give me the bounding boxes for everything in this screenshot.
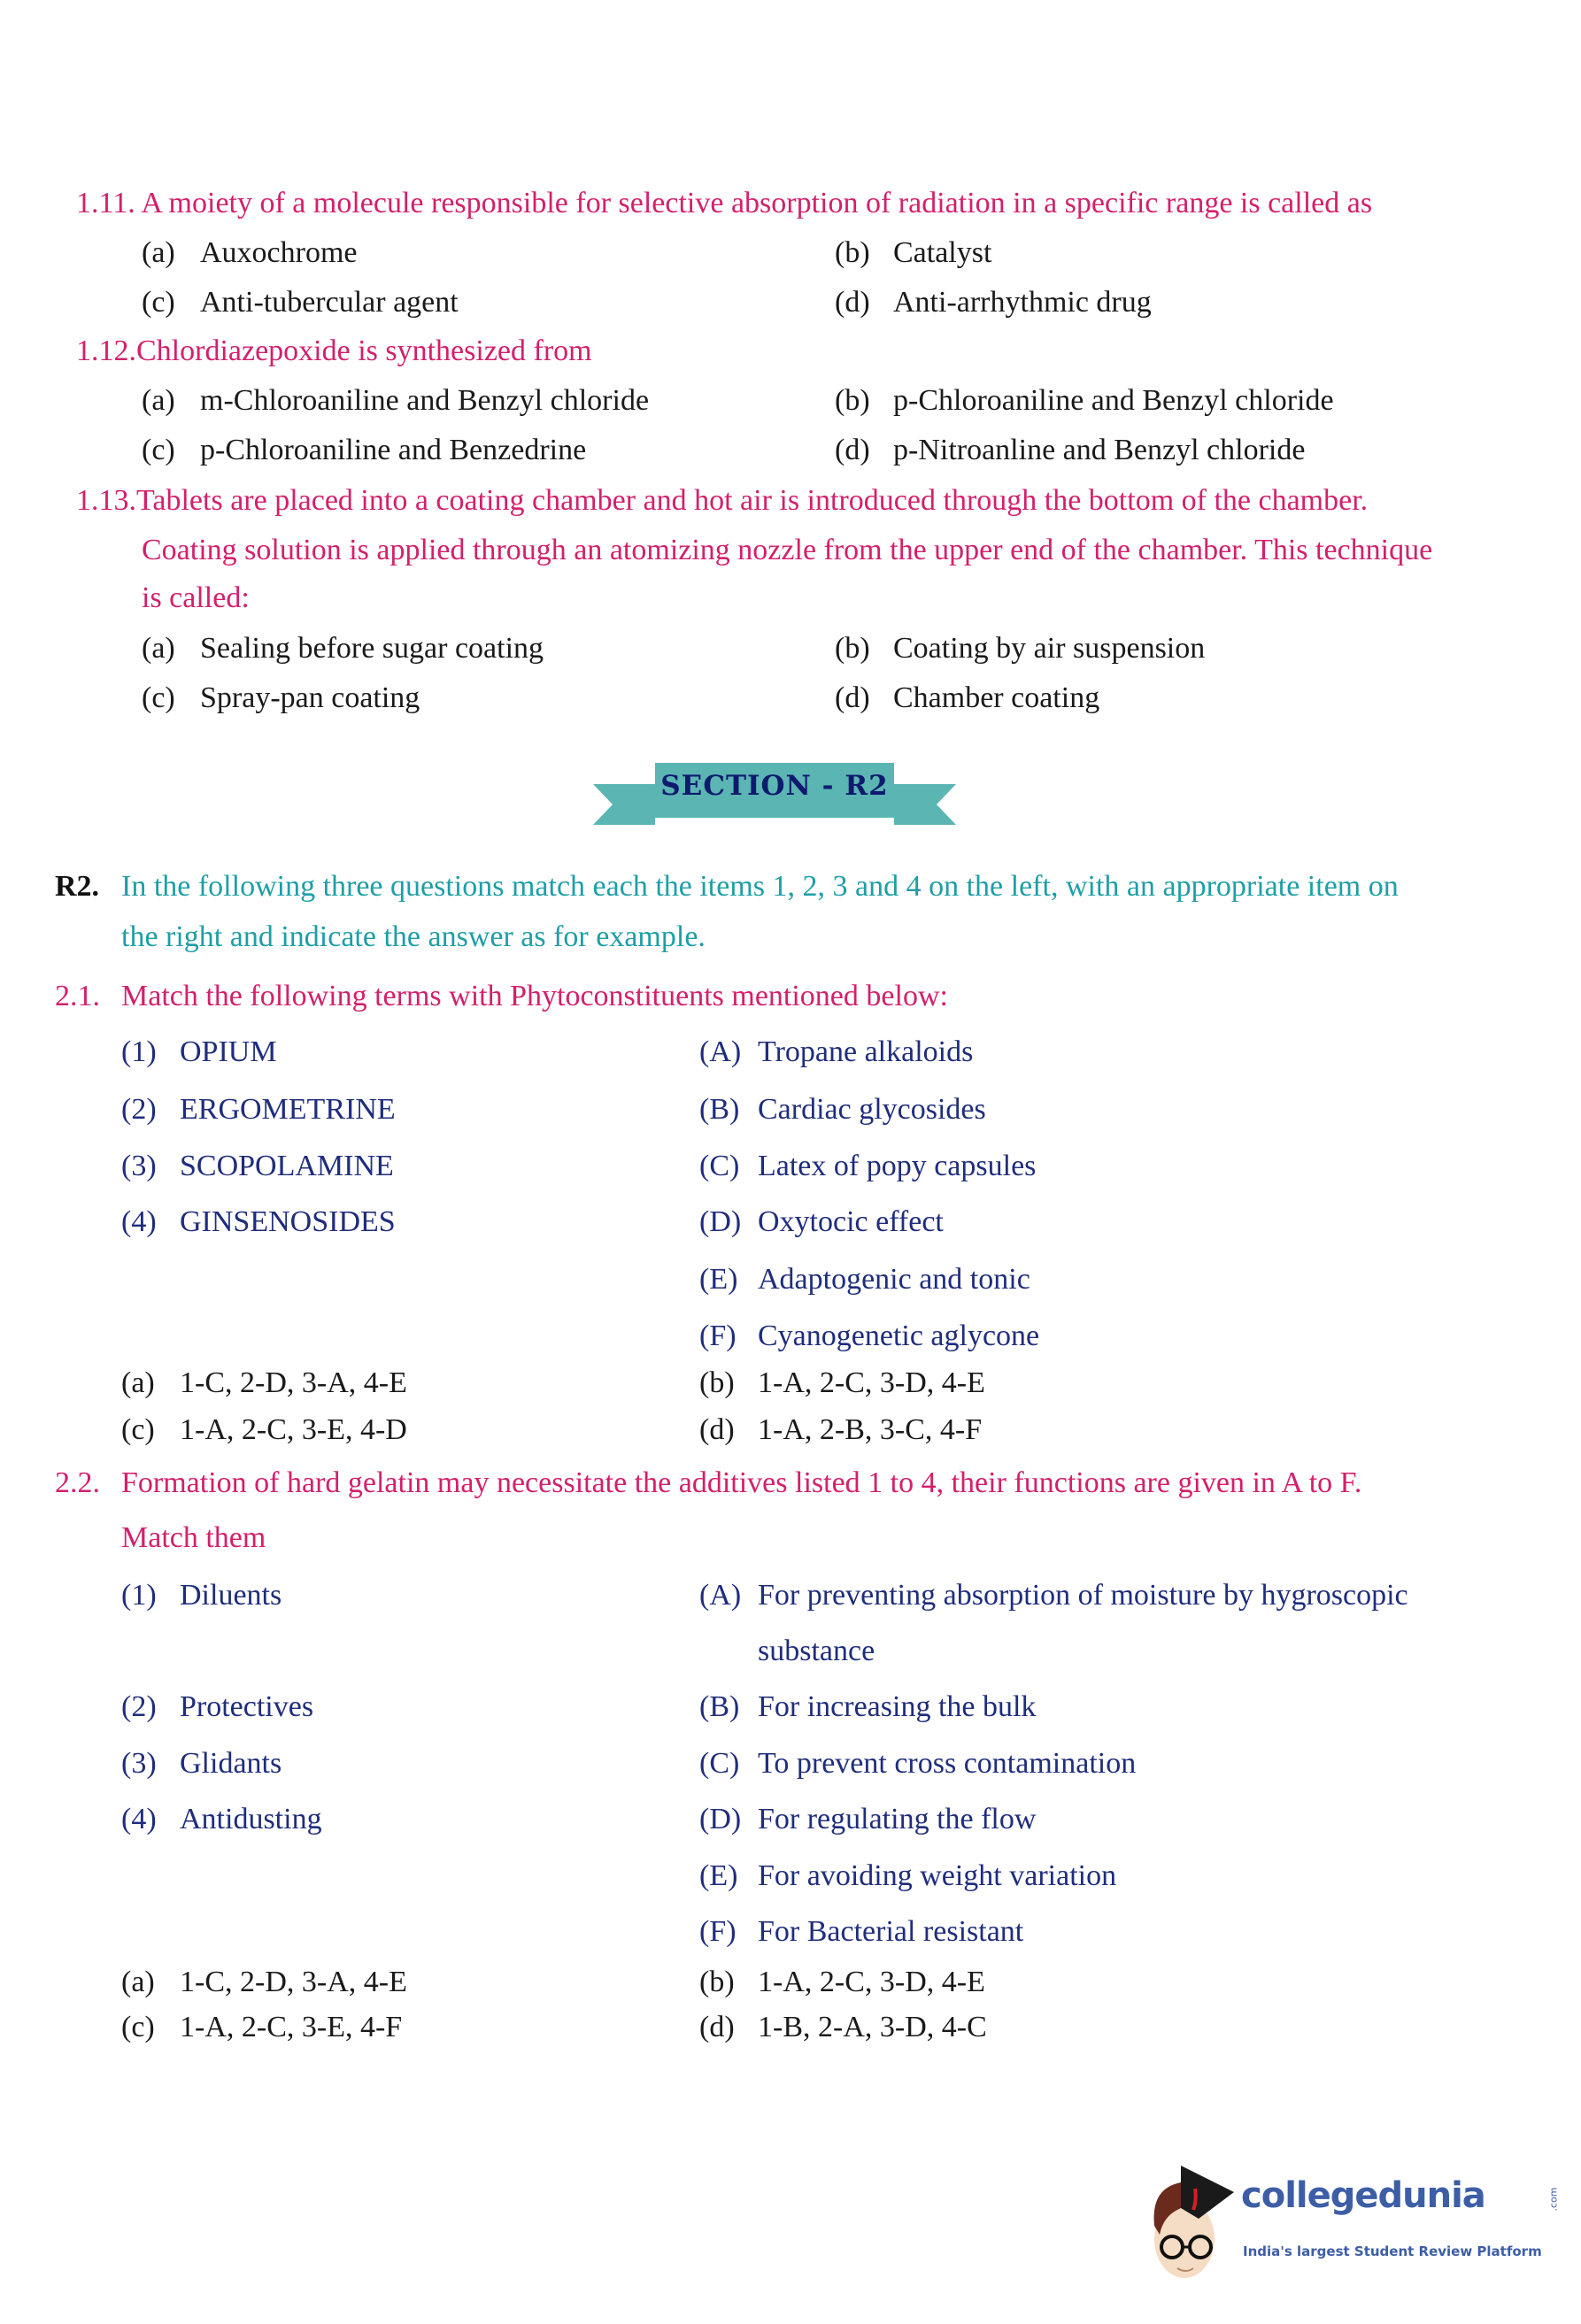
option-label: (d)	[835, 434, 870, 466]
item-text: Cardiac glycosides	[758, 1093, 986, 1126]
item-label: (F)	[699, 1320, 737, 1352]
option-text: m-Chloroaniline and Benzyl chloride	[200, 384, 650, 417]
option-a	[121, 1364, 407, 1403]
item-label: (2)	[121, 1690, 157, 1723]
collegedunia-logo	[1142, 2155, 1558, 2288]
match-right-item	[699, 1147, 1036, 1186]
match-right-item	[699, 1203, 944, 1242]
match-right-item-continued: substance	[758, 1635, 875, 1667]
match-left-item	[121, 1090, 396, 1129]
logo-tagline: India's largest Student Review Platform	[1243, 2243, 1542, 2259]
match-right-item	[699, 1857, 1116, 1896]
question-number: 1.13.	[76, 484, 136, 517]
item-label: (2)	[121, 1093, 157, 1126]
option-text: p-Nitroanline and Benzyl chloride	[893, 434, 1306, 466]
option-c	[142, 431, 586, 470]
option-c	[142, 679, 420, 718]
option-text: Coating by air suspension	[893, 632, 1206, 665]
item-text: SCOPOLAMINE	[180, 1150, 394, 1182]
item-text: For Bacterial resistant	[758, 1915, 1024, 1948]
match-left-item	[121, 1147, 394, 1186]
option-label: (d)	[835, 286, 870, 319]
item-text: ERGOMETRINE	[180, 1093, 396, 1126]
option-text: Anti-arrhythmic drug	[893, 286, 1152, 319]
item-text: OPIUM	[180, 1035, 277, 1068]
item-label: (3)	[121, 1747, 157, 1780]
option-label: (a)	[121, 1966, 155, 1998]
option-text: Spray-pan coating	[200, 681, 420, 714]
option-label: (a)	[121, 1366, 155, 1399]
option-text: Chamber coating	[893, 681, 1100, 714]
item-label: (E)	[699, 1263, 738, 1296]
match-right-item	[699, 1912, 1023, 1951]
option-b	[699, 1963, 985, 2002]
question-number: 1.12.	[76, 335, 136, 367]
item-text: Adaptogenic and tonic	[758, 1263, 1030, 1296]
item-label: (D)	[699, 1803, 742, 1835]
match-left-item	[121, 1744, 281, 1783]
option-label: (c)	[121, 1413, 155, 1446]
item-text: To prevent cross contamination	[758, 1747, 1137, 1780]
option-label: (b)	[835, 384, 870, 417]
option-c	[121, 2008, 402, 2047]
question-number: 1.11.	[76, 187, 135, 219]
r2-instructions-line: the right and indicate the answer as for example.	[121, 920, 706, 953]
item-label: (E)	[699, 1859, 738, 1892]
question-2-1-text: Match the following terms with Phytoconstituents mentioned below:	[121, 980, 948, 1012]
item-text: For avoiding weight variation	[758, 1859, 1117, 1892]
option-c	[121, 1411, 407, 1450]
option-a	[142, 629, 544, 668]
option-text: Anti-tubercular agent	[200, 286, 459, 319]
question-1-12	[76, 332, 592, 371]
match-right-item	[699, 1260, 1030, 1299]
item-text: GINSENOSIDES	[180, 1205, 396, 1238]
option-d	[835, 431, 1305, 470]
option-text: 1-A, 2-C, 3-E, 4-D	[180, 1413, 407, 1446]
match-right-item	[699, 1317, 1039, 1356]
match-right-item	[699, 1800, 1036, 1839]
question-1-13	[76, 481, 1368, 520]
item-label: (A)	[699, 1579, 742, 1612]
option-text: Auxochrome	[200, 236, 358, 269]
item-text: Glidants	[180, 1747, 282, 1780]
r2-instructions: In the following three questions match each the items 1, 2, 3 and 4 on the left, with an appropriate item on	[121, 870, 1399, 903]
item-label: (C)	[699, 1150, 740, 1182]
item-label: (A)	[699, 1035, 742, 1068]
question-2-2-text-line: Match them	[121, 1521, 266, 1554]
item-label: (F)	[699, 1915, 737, 1948]
question-text-line: is called:	[142, 581, 250, 614]
option-d	[835, 679, 1099, 718]
match-left-item	[121, 1576, 281, 1615]
mascot-icon	[1142, 2155, 1239, 2288]
option-text: p-Chloroaniline and Benzyl chloride	[893, 384, 1334, 417]
option-text: 1-C, 2-D, 3-A, 4-E	[180, 1366, 407, 1399]
option-text: 1-A, 2-B, 3-C, 4-F	[758, 1413, 983, 1446]
option-d	[835, 283, 1152, 322]
item-label: (D)	[699, 1205, 742, 1238]
option-a	[142, 381, 649, 420]
option-text: 1-A, 2-C, 3-E, 4-F	[180, 2011, 403, 2043]
option-a	[142, 234, 358, 273]
option-text: p-Chloroaniline and Benzedrine	[200, 434, 587, 466]
logo-com: .com	[1547, 2187, 1560, 2212]
option-b	[835, 234, 991, 273]
match-right-item	[699, 1744, 1136, 1783]
option-label: (b)	[835, 632, 870, 665]
option-label: (c)	[142, 681, 175, 714]
section-banner	[593, 763, 956, 834]
option-label: (a)	[142, 236, 175, 269]
question-2-2-text: Formation of hard gelatin may necessitate the additives listed 1 to 4, their functions are given in A to F.	[121, 1466, 1362, 1499]
item-text: Antidusting	[180, 1803, 322, 1835]
option-d	[699, 2008, 987, 2047]
question-text: Tablets are placed into a coating chamber and hot air is introduced through the bottom of the chamber.	[136, 484, 1369, 517]
option-label: (b)	[699, 1366, 735, 1399]
question-2-2-number: 2.2.	[55, 1466, 100, 1499]
option-label: (d)	[699, 1413, 735, 1446]
option-text: 1-A, 2-C, 3-D, 4-E	[758, 1366, 985, 1399]
item-text: For regulating the flow	[758, 1803, 1037, 1835]
item-label: (B)	[699, 1690, 740, 1723]
option-label: (a)	[142, 384, 175, 417]
option-text: 1-A, 2-C, 3-D, 4-E	[758, 1966, 985, 1998]
option-b	[835, 381, 1334, 420]
question-text-line: Coating solution is applied through an atomizing nozzle from the upper end of the chamber. This technique	[142, 534, 1433, 566]
logo-name: collegedunia	[1241, 2175, 1485, 2216]
option-label: (c)	[142, 434, 175, 466]
item-text: For increasing the bulk	[758, 1690, 1037, 1723]
match-left-item	[121, 1688, 313, 1727]
question-text: A moiety of a molecule responsible for selective absorption of radiation in a specific range is called as	[141, 187, 1373, 219]
item-text: For preventing absorption of moisture by hygroscopic	[758, 1579, 1408, 1612]
match-left-item	[121, 1800, 322, 1839]
option-label: (b)	[835, 236, 870, 269]
r2-label: R2.	[55, 870, 100, 903]
option-d	[699, 1411, 982, 1450]
option-label: (d)	[835, 681, 870, 714]
item-label: (C)	[699, 1747, 740, 1780]
item-text: Latex of popy capsules	[758, 1150, 1037, 1182]
option-text: 1-C, 2-D, 3-A, 4-E	[180, 1966, 407, 1998]
option-a	[121, 1963, 407, 2002]
item-label: (4)	[121, 1803, 157, 1835]
match-right-item	[699, 1576, 1408, 1615]
option-label: (c)	[121, 2011, 155, 2043]
option-label: (d)	[699, 2011, 735, 2043]
match-left-item	[121, 1203, 396, 1242]
item-label: (1)	[121, 1035, 157, 1068]
option-label: (b)	[699, 1966, 735, 1998]
match-right-item	[699, 1688, 1036, 1727]
item-text: Diluents	[180, 1579, 282, 1612]
option-text: 1-B, 2-A, 3-D, 4-C	[758, 2011, 987, 2043]
option-b	[835, 629, 1205, 668]
item-label: (4)	[121, 1205, 157, 1238]
item-text: Oxytocic effect	[758, 1205, 944, 1238]
item-label: (3)	[121, 1150, 157, 1182]
item-text: Cyanogenetic aglycone	[758, 1320, 1040, 1352]
option-text: Sealing before sugar coating	[200, 632, 544, 665]
item-label: (B)	[699, 1093, 740, 1126]
match-right-item	[699, 1033, 973, 1072]
question-1-11	[76, 184, 1372, 223]
option-label: (a)	[142, 632, 175, 665]
item-label: (1)	[121, 1579, 157, 1612]
item-text: Tropane alkaloids	[758, 1035, 974, 1068]
option-b	[699, 1364, 985, 1403]
item-text: Protectives	[180, 1690, 314, 1723]
question-text: Chlordiazepoxide is synthesized from	[136, 335, 592, 367]
match-right-item	[699, 1090, 986, 1129]
match-left-item	[121, 1033, 277, 1072]
option-text: Catalyst	[893, 236, 992, 269]
question-2-1-number: 2.1.	[55, 980, 100, 1012]
option-c	[142, 283, 459, 322]
section-title: SECTION - R2	[660, 770, 889, 802]
option-label: (c)	[142, 286, 175, 319]
